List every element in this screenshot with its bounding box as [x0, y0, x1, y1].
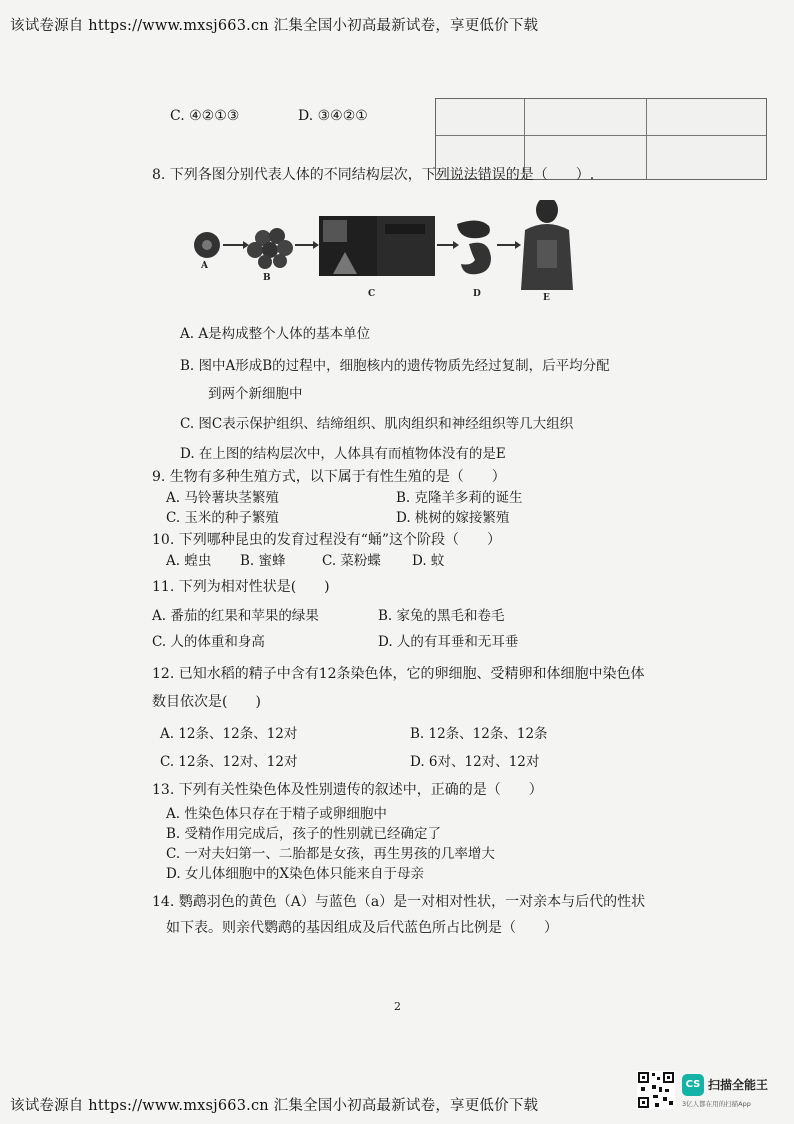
- figure-tissues-c: [319, 216, 435, 276]
- scanner-tagline: 3亿人都在用的扫描App: [682, 1100, 751, 1108]
- q11-stem: 11. 下列为相对性状是( ): [152, 579, 330, 595]
- q12-stem-line2: 数目依次是( ): [152, 694, 261, 710]
- q8-option-c: C. 图C表示保护组织、结缔组织、肌肉组织和神经组织等几大组织: [180, 416, 574, 432]
- q12-option-d: D. 6对、12对、12对: [410, 754, 540, 770]
- figure-label-c: C: [368, 289, 376, 299]
- q8-structure-figure: [185, 200, 585, 310]
- q9-stem: 9. 生物有多种生殖方式，以下属于有性生殖的是（ ）: [152, 469, 506, 485]
- camscanner-logo-icon: CS: [682, 1074, 704, 1096]
- q14-stem-line1: 14. 鹦鹉羽色的黄色（A）与蓝色（a）是一对相对性状，一对亲本与后代的性状: [152, 894, 646, 910]
- q12-stem-line1: 12. 已知水稻的精子中含有12条染色体，它的卵细胞、受精卵和体细胞中染色体: [152, 666, 645, 682]
- page-number: 2: [394, 1000, 401, 1013]
- top-banner: 该试卷源自 https://www.mxsj663.cn 汇集全国小初高最新试卷，享更低价下载: [10, 18, 539, 34]
- q13-option-b: B. 受精作用完成后，孩子的性别就已经确定了: [166, 826, 442, 842]
- q9-option-c: C. 玉米的种子繁殖: [166, 510, 279, 526]
- figure-label-e: E: [543, 293, 550, 303]
- q7-option-d: D. ③④②①: [298, 108, 368, 124]
- q12-option-a: A. 12条、12条、12对: [160, 726, 298, 742]
- q11-option-b: B. 家兔的黑毛和卷毛: [378, 608, 505, 624]
- q12-option-c: C. 12条、12对、12对: [160, 754, 298, 770]
- q7-option-c: C. ④②①③: [170, 108, 240, 124]
- q8-option-a: A. A是构成整个人体的基本单位: [180, 326, 371, 342]
- figure-label-a: A: [201, 261, 208, 271]
- q13-stem: 13. 下列有关性染色体及性别遗传的叙述中，正确的是（ ）: [152, 782, 543, 798]
- q9-option-b: B. 克隆羊多莉的诞生: [396, 490, 523, 506]
- q10-option-d: D. 蚊: [412, 553, 445, 569]
- q12-option-b: B. 12条、12条、12条: [410, 726, 548, 742]
- q13-option-d: D. 女儿体细胞中的X染色体只能来自于母亲: [166, 866, 425, 882]
- q8-stem: 8. 下列各图分别代表人体的不同结构层次，下列说法错误的是（ ）.: [152, 167, 595, 183]
- q10-option-a: A. 蝗虫: [166, 553, 212, 569]
- q9-option-a: A. 马铃薯块茎繁殖: [166, 490, 279, 506]
- figure-human-e: [521, 200, 573, 290]
- q13-option-c: C. 一对夫妇第一、二胎都是女孩，再生男孩的几率增大: [166, 846, 495, 862]
- qr-code-icon: [637, 1071, 675, 1109]
- q10-option-c: C. 菜粉蝶: [322, 553, 381, 569]
- q9-option-d: D. 桃树的嫁接繁殖: [396, 510, 510, 526]
- figure-organ-d: [457, 220, 491, 274]
- q10-option-b: B. 蜜蜂: [240, 553, 286, 569]
- bottom-banner: 该试卷源自 https://www.mxsj663.cn 汇集全国小初高最新试卷，享更低价下载: [10, 1098, 539, 1114]
- q14-stem-line2: 如下表。则亲代鹦鹉的基因组成及后代蓝色所占比例是（ ）: [166, 920, 558, 936]
- q11-option-a: A. 番茄的红果和苹果的绿果: [152, 608, 319, 624]
- q8-option-d: D. 在上图的结构层次中，人体具有而植物体没有的是E: [180, 446, 506, 462]
- q11-option-c: C. 人的体重和身高: [152, 634, 265, 650]
- q8-option-b-cont: 到两个新细胞中: [208, 386, 303, 402]
- q11-option-d: D. 人的有耳垂和无耳垂: [378, 634, 519, 650]
- figure-cell-cluster-b: [247, 228, 293, 269]
- q8-option-b: B. 图中A形成B的过程中，细胞核内的遗传物质先经过复制，后平均分配: [180, 358, 610, 374]
- q10-stem: 10. 下列哪种昆虫的发育过程没有“蛹”这个阶段（ ）: [152, 532, 502, 548]
- scanner-brand: 扫描全能王: [708, 1078, 769, 1092]
- figure-label-b: B: [263, 273, 271, 283]
- figure-label-d: D: [473, 289, 481, 299]
- q13-option-a: A. 性染色体只存在于精子或卵细胞中: [166, 806, 387, 822]
